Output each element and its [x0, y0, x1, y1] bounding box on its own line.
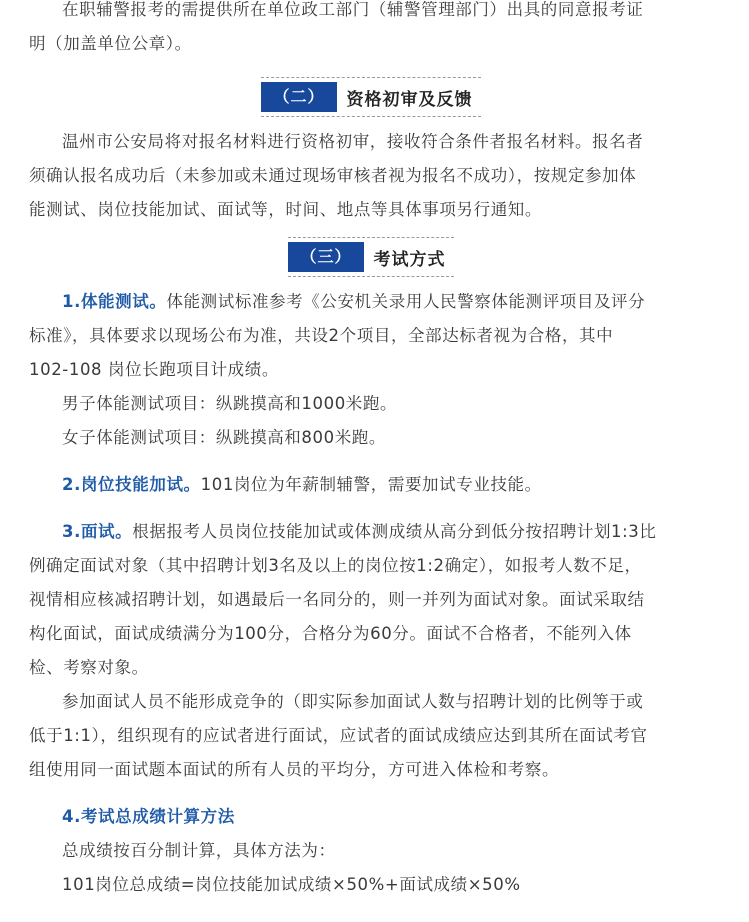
item3-line-1 [29, 515, 713, 549]
item4-intro: 总成绩按百分制计算，具体方法为： [62, 841, 336, 860]
item1-female: 女子体能测试项目：纵跳摸高和800米跑。 [62, 428, 386, 447]
section2-line-1: 温州市公安局将对报名材料进行资格初审，接收符合条件者报名材料。报名者 [62, 132, 644, 151]
item3-lead: 3.面试。 [62, 522, 133, 541]
item3-note-line-2: 低于1:1），组织现有的应试者进行面试，应试者的面试成绩应达到其所在面试考官 [29, 726, 648, 745]
item-score-method [29, 800, 713, 902]
section2-line-2: 须确认报名成功后（未参加或未通过现场审核者视为报名不成功），按规定参加体 [29, 166, 637, 185]
item3-note-line-3: 组使用同一面试题本面试的所有人员的平均分，方可进入体检和考察。 [29, 760, 560, 779]
item3-line-2: 例确定面试对象（其中招聘计划3名及以上的岗位按1:2确定），如报考人数不足， [29, 556, 642, 575]
item-interview [29, 515, 713, 787]
intro-line-1: 在职辅警报考的需提供所在单位政工部门（辅警管理部门）出具的同意报考证 [62, 0, 644, 19]
item3-line-3: 视情相应核减招聘计划，如遇最后一名同分的，则一并列为面试对象。面试采取结 [29, 590, 645, 609]
section-heading-2 [29, 77, 713, 117]
item3-text-1: 根据报考人员岗位技能加试或体测成绩从高分到低分按招聘计划1:3比 [132, 522, 657, 541]
item1-line-2: 标准》，具体要求以现场公布为准，共设2个项目，全部达标者视为合格，其中 [29, 326, 614, 345]
item4-lead: 4.考试总成绩计算方法 [62, 807, 235, 826]
item-skill-test [29, 468, 713, 502]
intro-paragraph [29, 0, 713, 61]
item4-formula: 101岗位总成绩=岗位技能加试成绩×50%+面试成绩×50% [62, 875, 521, 894]
section-heading-3 [29, 237, 713, 277]
section-title: 考试方式 [373, 249, 446, 270]
item1-line-3: 102-108 岗位长跑项目计成绩。 [29, 360, 279, 379]
item3-line-5: 检、考察对象。 [29, 658, 149, 677]
item-physical-test [29, 285, 713, 455]
item1-male: 男子体能测试项目：纵跳摸高和1000米跑。 [62, 394, 398, 413]
section2-line-3: 能测试、岗位技能加试、面试等，时间、地点等具体事项另行通知。 [29, 200, 542, 219]
item2-text: 101岗位为年薪制辅警，需要加试专业技能。 [200, 475, 542, 494]
item2-line [29, 468, 713, 502]
item2-lead: 2.岗位技能加试。 [62, 475, 201, 494]
item3-line-4: 构化面试，面试成绩满分为100分，合格分为60分。面试不合格者，不能列入体 [29, 624, 632, 643]
item1-text-1: 体能测试标准参考《公安机关录用人民警察体能测评项目及评分 [166, 292, 646, 311]
intro-line-2: 明（加盖单位公章）。 [29, 34, 192, 53]
section-title: 资格初审及反馈 [346, 89, 473, 110]
section2-paragraph [29, 125, 713, 227]
section-heading-box [288, 237, 453, 277]
item1-line-1 [29, 285, 713, 319]
item1-lead: 1.体能测试。 [62, 292, 167, 311]
section-heading-box [261, 77, 480, 117]
item3-note-line-1: 参加面试人员不能形成竞争的（即实际参加面试人数与招聘计划的比例等于或 [62, 692, 644, 711]
item4-heading [29, 800, 713, 834]
section-number: （二） [261, 82, 336, 112]
section-number: （三） [288, 242, 363, 272]
